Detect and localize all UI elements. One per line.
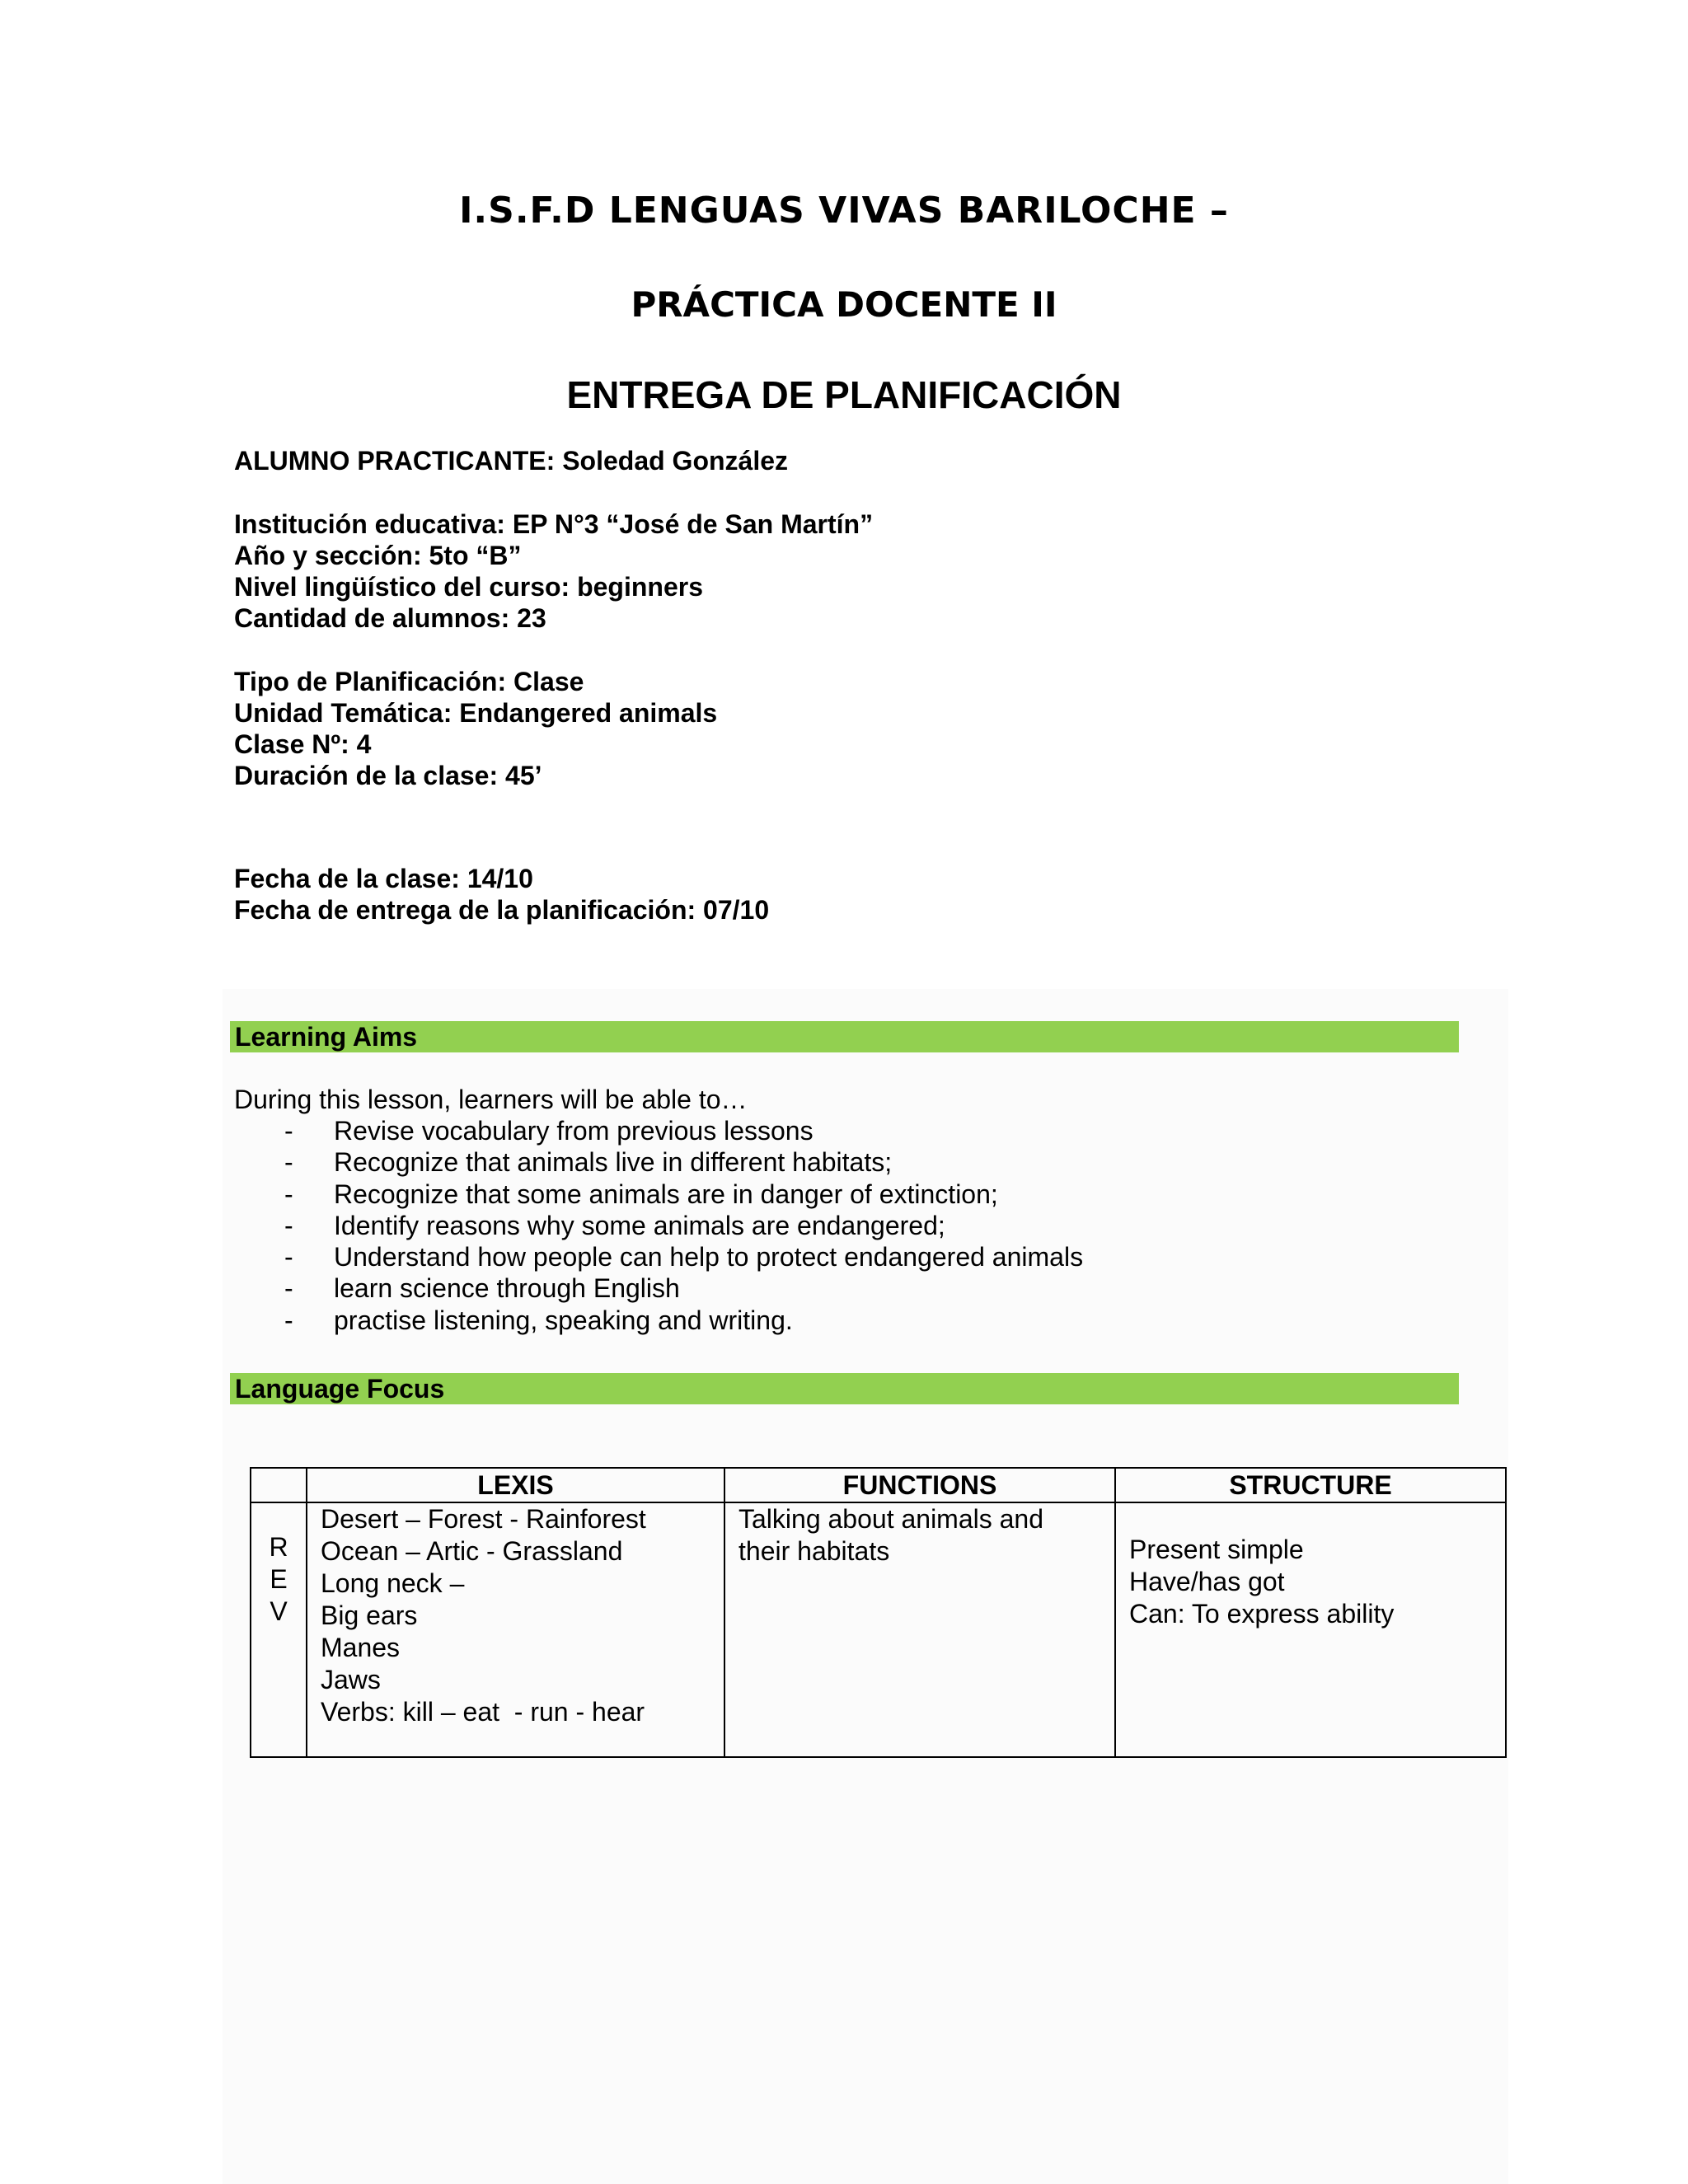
list-item: - Understand how people can help to protect endangered animals [284, 1242, 1084, 1272]
list-item: - Identify reasons why some animals are endangered; [284, 1210, 945, 1240]
learning-aims-list [234, 1115, 1083, 1336]
student-count-field: Cantidad de alumnos: 23 [234, 603, 546, 633]
list-bullet: - [284, 1210, 293, 1240]
list-bullet: - [284, 1242, 293, 1272]
year-section-field: Año y sección: 5to “B” [234, 541, 522, 570]
delivery-date-field: Fecha de entrega de la planificación: 07/10 [234, 895, 770, 925]
planning-type-field: Tipo de Planificación: Clase [234, 667, 584, 696]
institution-title: I.S.F.D LENGUAS VIVAS BARILOCHE – [459, 190, 1229, 232]
list-item: - Recognize that animals live in different habitats; [284, 1147, 893, 1178]
language-level-field: Nivel lingüístico del curso: beginners [234, 572, 703, 602]
dates-block [234, 863, 769, 926]
learning-aims-heading: Learning Aims [230, 1021, 1459, 1052]
class-duration-field: Duración de la clase: 45’ [234, 761, 542, 790]
student-line: ALUMNO PRACTICANTE: Soledad González [234, 446, 789, 476]
class-number-field: Clase Nº: 4 [234, 729, 372, 759]
class-info-block [234, 509, 873, 634]
list-bullet: - [284, 1305, 293, 1335]
table-header-row [251, 1468, 1506, 1502]
list-item: - practise listening, speaking and writing. [284, 1305, 793, 1335]
institution-field: Institución educativa: EP N°3 “José de San Martín” [234, 509, 874, 539]
class-date-field: Fecha de la clase: 14/10 [234, 864, 533, 893]
functions-cell: Talking about animals and their habitats [724, 1502, 1115, 1757]
practice-title: PRÁCTICA DOCENTE II [631, 284, 1057, 325]
language-focus-heading: Language Focus [230, 1373, 1459, 1404]
list-item: - Revise vocabulary from previous lessons [284, 1116, 814, 1146]
structure-cell: Present simple Have/has got Can: To express ability [1115, 1502, 1506, 1757]
functions-column-header: FUNCTIONS [724, 1468, 1115, 1502]
lexis-cell: Desert – Forest - Rainforest Ocean – Artic - Grassland Long neck – Big ears Manes Jaws Verbs: kill – eat - run - hear [307, 1502, 724, 1757]
list-bullet: - [284, 1273, 293, 1304]
list-bullet: - [284, 1147, 293, 1178]
structure-column-header: STRUCTURE [1115, 1468, 1506, 1502]
table-corner-cell [251, 1468, 307, 1502]
planning-info-block [234, 666, 717, 791]
list-bullet: - [284, 1179, 293, 1209]
row-label-rev: R E V [251, 1502, 307, 1757]
list-item: - learn science through English [284, 1273, 680, 1304]
table-row [251, 1502, 1506, 1757]
language-focus-table [250, 1467, 1507, 1758]
thematic-unit-field: Unidad Temática: Endangered animals [234, 698, 718, 728]
list-item: - Recognize that some animals are in danger of extinction; [284, 1179, 998, 1209]
list-bullet: - [284, 1116, 293, 1146]
lexis-column-header: LEXIS [307, 1468, 724, 1502]
document-title: ENTREGA DE PLANIFICACIÓN [566, 373, 1122, 416]
learning-aims-intro: During this lesson, learners will be able to… [234, 1085, 748, 1114]
